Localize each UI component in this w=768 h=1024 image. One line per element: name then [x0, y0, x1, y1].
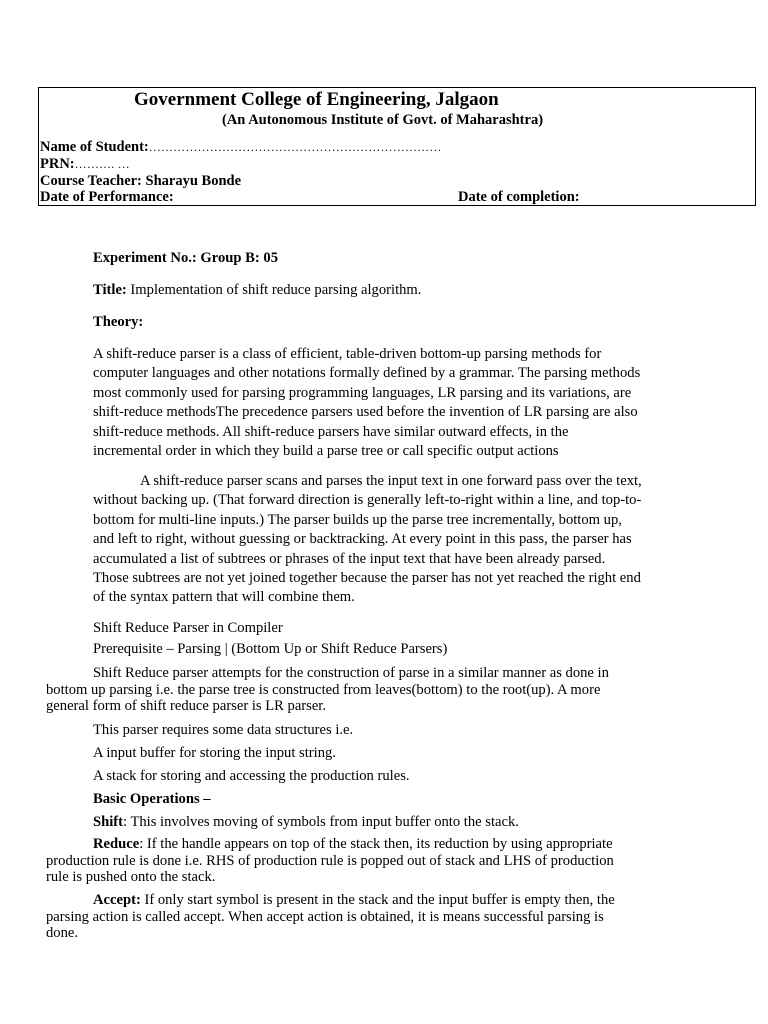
- paragraph-line: A shift-reduce parser is a class of efficient, table-driven bottom-up parsing methods for: [93, 346, 602, 362]
- paragraph-line: without backing up. (That forward direction is generally left-to-right within a line, and top-to-: [93, 492, 642, 509]
- data-structure-item-2: A stack for storing and accessing the production rules.: [93, 768, 410, 784]
- paragraph-line: shift-reduce methodsThe precedence parsers used before the invention of LR parsing are also: [93, 404, 638, 421]
- date-of-completion-label: Date of completion:: [458, 189, 580, 205]
- paragraph-line: [46, 892, 615, 909]
- paragraph-line: of the syntax pattern that will combine them.: [93, 589, 355, 606]
- paragraph-line: incremental order in which they build a parse tree or call specific output actions: [93, 443, 559, 460]
- paragraph-line: Those subtrees are not yet joined together because the parser has not yet reached the right end: [93, 570, 641, 587]
- paragraph-line: bottom up parsing i.e. the parse tree is constructed from leaves(bottom) to the root(up). A more: [46, 681, 601, 698]
- prerequisite-line: Prerequisite – Parsing | (Bottom Up or Shift Reduce Parsers): [93, 641, 448, 657]
- paragraph-line: parsing action is called accept. When accept action is obtained, it is means successful parsing is: [46, 908, 604, 925]
- theory-heading: Theory:: [93, 314, 144, 330]
- paragraph-line: production rule is done i.e. RHS of production rule is popped out of stack and LHS of production: [46, 852, 614, 869]
- shift-line: [93, 813, 519, 832]
- experiment-number: Experiment No.: Group B: 05: [93, 250, 278, 266]
- paragraph-2: [93, 472, 642, 608]
- student-name-label: Name of Student:: [40, 139, 149, 155]
- paragraph-line: [46, 836, 614, 853]
- accept-paragraph: [46, 892, 615, 942]
- student-name-dots: ………………………………………………………………: [148, 140, 442, 154]
- header-box: [38, 87, 756, 206]
- college-name: Government College of Engineering, Jalgaon: [134, 89, 499, 110]
- paragraph-line: A shift-reduce parser scans and parses the input text in one forward pass over the text,: [140, 473, 642, 489]
- paragraph-line: most commonly used for parsing programming languages, LR parsing and its variations, are: [93, 384, 632, 401]
- basic-operations-heading: Basic Operations –: [93, 791, 211, 807]
- paragraph-1: [93, 345, 640, 461]
- title-line: [93, 281, 421, 300]
- course-teacher: Course Teacher: Sharayu Bonde: [40, 173, 242, 189]
- data-structures-intro: This parser requires some data structures i.e.: [93, 722, 354, 738]
- title-label: Title:: [93, 282, 127, 298]
- paragraph-line: bottom for multi-line inputs.) The parser builds up the parse tree incrementally, bottom up,: [93, 511, 622, 528]
- prn-dots: ………. …: [74, 157, 130, 171]
- paragraph-line: shift-reduce methods. All shift-reduce parsers have similar outward effects, in the: [93, 423, 569, 440]
- data-structure-item-1: A input buffer for storing the input string.: [93, 745, 336, 761]
- student-name-line: [40, 139, 442, 156]
- prn-line: [40, 156, 130, 173]
- paragraph-3: [46, 665, 609, 715]
- paragraph-line: Shift Reduce parser attempts for the construction of parse in a similar manner as done in: [93, 665, 609, 681]
- reduce-paragraph: [46, 836, 614, 886]
- accept-text: If only start symbol is present in the stack and the input buffer is empty then, the: [140, 892, 615, 908]
- prn-label: PRN:: [40, 156, 75, 172]
- title-text: Implementation of shift reduce parsing algorithm.: [126, 282, 422, 298]
- accept-label: Accept:: [93, 892, 141, 908]
- paragraph-line: accumulated a list of subtrees or phrases of the input text that have been already parsed.: [93, 550, 606, 567]
- shift-label: Shift: [93, 814, 124, 830]
- shift-text: : This involves moving of symbols from input buffer onto the stack.: [123, 814, 519, 830]
- paragraph-line: general form of shift reduce parser is LR parser.: [46, 698, 327, 714]
- date-of-performance-label: Date of Performance:: [40, 189, 174, 205]
- paragraph-line: and left to right, without guessing or backtracking. At every point in this pass, the parser has: [93, 531, 632, 548]
- college-subtitle: (An Autonomous Institute of Govt. of Maharashtra): [222, 112, 544, 128]
- reduce-text: : If the handle appears on top of the stack then, its reduction by using appropriate: [139, 836, 613, 852]
- paragraph-line: rule is pushed onto the stack.: [46, 869, 216, 885]
- paragraph-line: done.: [46, 925, 79, 941]
- paragraph-line: computer languages and other notations formally defined by a grammar. The parsing methods: [93, 365, 641, 382]
- reduce-label: Reduce: [93, 836, 140, 852]
- section-heading: Shift Reduce Parser in Compiler: [93, 620, 283, 636]
